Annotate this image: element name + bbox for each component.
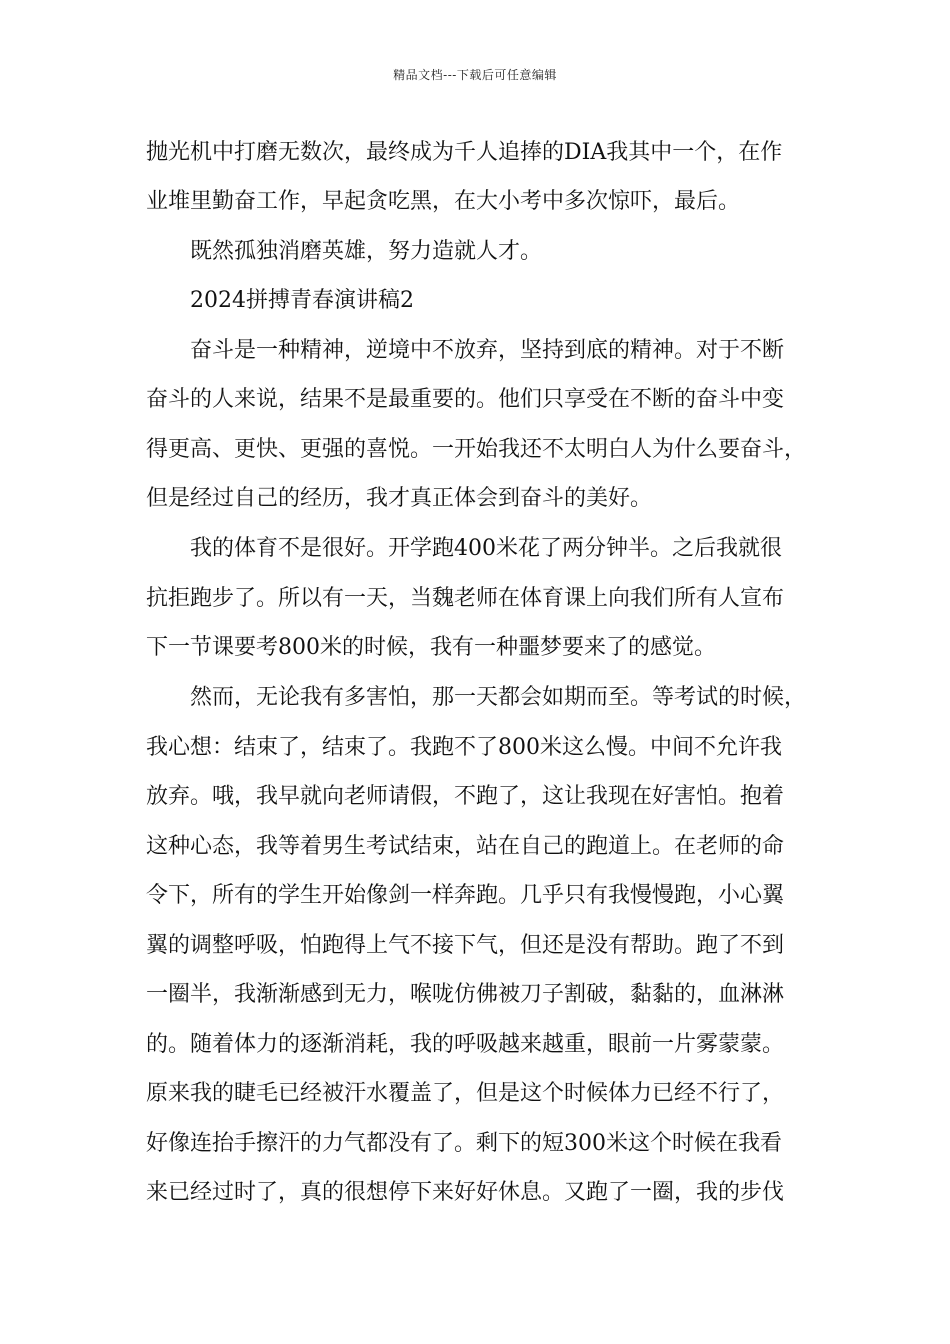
body-line: 我心想：结束了，结束了。我跑不了800米这么慢。中间不允许我 [146, 735, 782, 760]
body-line: 好像连抬手擦汗的力气都没有了。剩下的短300米这个时候在我看 [146, 1131, 782, 1156]
body-line: 抛光机中打磨无数次，最终成为千人追捧的DIA我其中一个，在作 [146, 140, 783, 165]
body-line: 但是经过自己的经历，我才真正体会到奋斗的美好。 [146, 486, 653, 511]
body-line: 然而，无论我有多害怕，那一天都会如期而至。等考试的时候， [190, 685, 807, 710]
body-line: 放弃。哦，我早就向老师请假，不跑了，这让我现在好害怕。抱着 [146, 784, 785, 809]
body-line: 既然孤独消磨英雄，努力造就人才。 [190, 239, 543, 264]
body-line: 原来我的睫毛已经被汗水覆盖了，但是这个时候体力已经不行了， [146, 1081, 785, 1106]
body-line: 抗拒跑步了。所以有一天，当魏老师在体育课上向我们所有人宣布 [146, 586, 785, 611]
body-line: 我的体育不是很好。开学跑400米花了两分钟半。之后我就很 [190, 536, 782, 561]
body-line: 翼的调整呼吸，怕跑得上气不接下气，但还是没有帮助。跑了不到 [146, 933, 785, 958]
body-line: 奋斗的人来说，结果不是最重要的。他们只享受在不断的奋斗中变 [146, 387, 785, 412]
page-header: 精品文档---下载后可任意编辑 [393, 68, 557, 82]
body-line: 这种心态，我等着男生考试结束，站在自己的跑道上。在老师的命 [146, 834, 785, 859]
body-line: 得更高、更快、更强的喜悦。一开始我还不太明白人为什么要奋斗， [146, 437, 807, 462]
body-line: 令下，所有的学生开始像剑一样奔跑。几乎只有我慢慢跑，小心翼 [146, 883, 785, 908]
body-line: 业堆里勤奋工作，早起贪吃黑，在大小考中多次惊吓，最后。 [146, 189, 741, 214]
body-line: 的。随着体力的逐渐消耗，我的呼吸越来越重，眼前一片雾蒙蒙。 [146, 1032, 785, 1057]
body-line: 下一节课要考800米的时候，我有一种噩梦要来了的感觉。 [146, 635, 716, 660]
section-heading: 2024拼搏青春演讲稿2 [190, 288, 414, 313]
body-line: 奋斗是一种精神，逆境中不放弃，坚持到底的精神。对于不断 [190, 338, 785, 363]
body-line: 来已经过时了，真的很想停下来好好休息。又跑了一圈，我的步伐 [146, 1180, 785, 1205]
body-line: 一圈半，我渐渐感到无力，喉咙仿佛被刀子割破，黏黏的，血淋淋 [146, 982, 785, 1007]
